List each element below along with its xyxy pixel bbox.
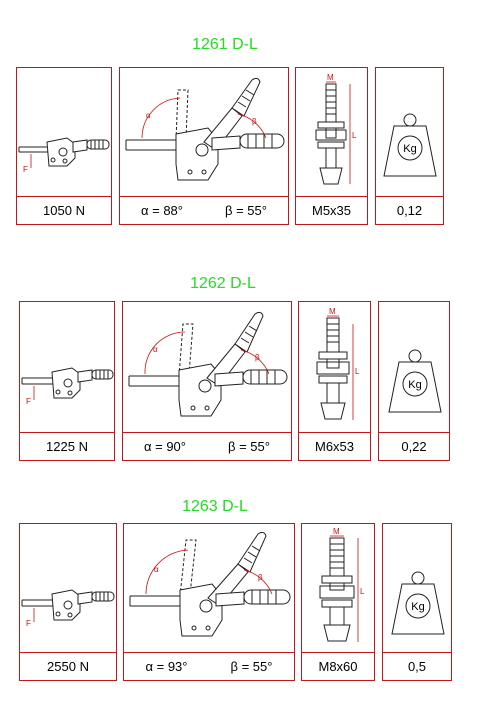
spindle-size: M5x35 — [296, 196, 367, 224]
beta-value: β = 55° — [225, 203, 267, 218]
clamp-side-view-drawing — [20, 524, 118, 654]
side-view-cell — [19, 301, 115, 461]
spindle-drawing — [302, 524, 376, 654]
force-label: F — [26, 619, 31, 628]
force-label: F — [26, 397, 31, 406]
weight-value: 0,22 — [379, 432, 449, 460]
length-symbol: L — [355, 367, 360, 376]
force-value: 2550 N — [20, 652, 116, 680]
weight-cell — [375, 67, 444, 225]
weight-cell — [382, 523, 452, 681]
spindle-cell — [295, 67, 368, 225]
spindle-size: M8x60 — [302, 652, 374, 680]
alpha-symbol: α — [154, 565, 159, 574]
weight-cell — [378, 301, 450, 461]
alpha-value: α = 88° — [141, 203, 183, 218]
angle-view-cell — [123, 523, 295, 681]
angle-view-cell — [119, 67, 289, 225]
alpha-symbol: α — [146, 111, 151, 120]
alpha-symbol: α — [153, 345, 158, 354]
alpha-value: α = 93° — [145, 659, 188, 674]
thread-symbol: M — [329, 307, 336, 316]
weight-unit: Kg — [403, 143, 417, 155]
weight-unit: Kg — [411, 601, 425, 613]
clamp-angle-view-drawing — [123, 302, 293, 434]
beta-value: β = 55° — [230, 659, 273, 674]
beta-value: β = 55° — [228, 439, 270, 454]
spindle-drawing — [296, 68, 369, 198]
side-view-cell — [16, 67, 112, 225]
clamp-angle-view-drawing — [124, 524, 296, 654]
product-title: 1262 D-L — [190, 275, 256, 292]
weight-icon — [376, 68, 445, 198]
alpha-value: α = 90° — [144, 439, 186, 454]
weight-unit: Kg — [408, 379, 422, 391]
thread-symbol: M — [327, 73, 334, 82]
thread-symbol: M — [333, 527, 340, 536]
length-symbol: L — [360, 587, 365, 596]
side-view-cell — [19, 523, 117, 681]
spindle-drawing — [299, 302, 372, 434]
product-title: 1263 D-L — [182, 498, 248, 515]
weight-icon — [379, 302, 451, 434]
length-symbol: L — [352, 131, 357, 140]
clamp-side-view-drawing — [17, 68, 113, 198]
force-value: 1225 N — [20, 432, 114, 460]
angle-view-cell — [122, 301, 292, 461]
force-label: F — [23, 165, 28, 174]
force-value: 1050 N — [17, 196, 111, 224]
weight-icon — [383, 524, 453, 654]
weight-value: 0,5 — [383, 652, 451, 680]
beta-symbol: β — [258, 573, 263, 582]
weight-value: 0,12 — [376, 196, 443, 224]
spindle-cell — [298, 301, 371, 461]
spindle-size: M6x53 — [299, 432, 370, 460]
spindle-cell — [301, 523, 375, 681]
beta-symbol: β — [255, 353, 260, 362]
beta-symbol: β — [252, 117, 257, 126]
clamp-side-view-drawing — [20, 302, 116, 434]
product-title: 1261 D-L — [192, 36, 258, 53]
clamp-angle-view-drawing — [120, 68, 290, 198]
